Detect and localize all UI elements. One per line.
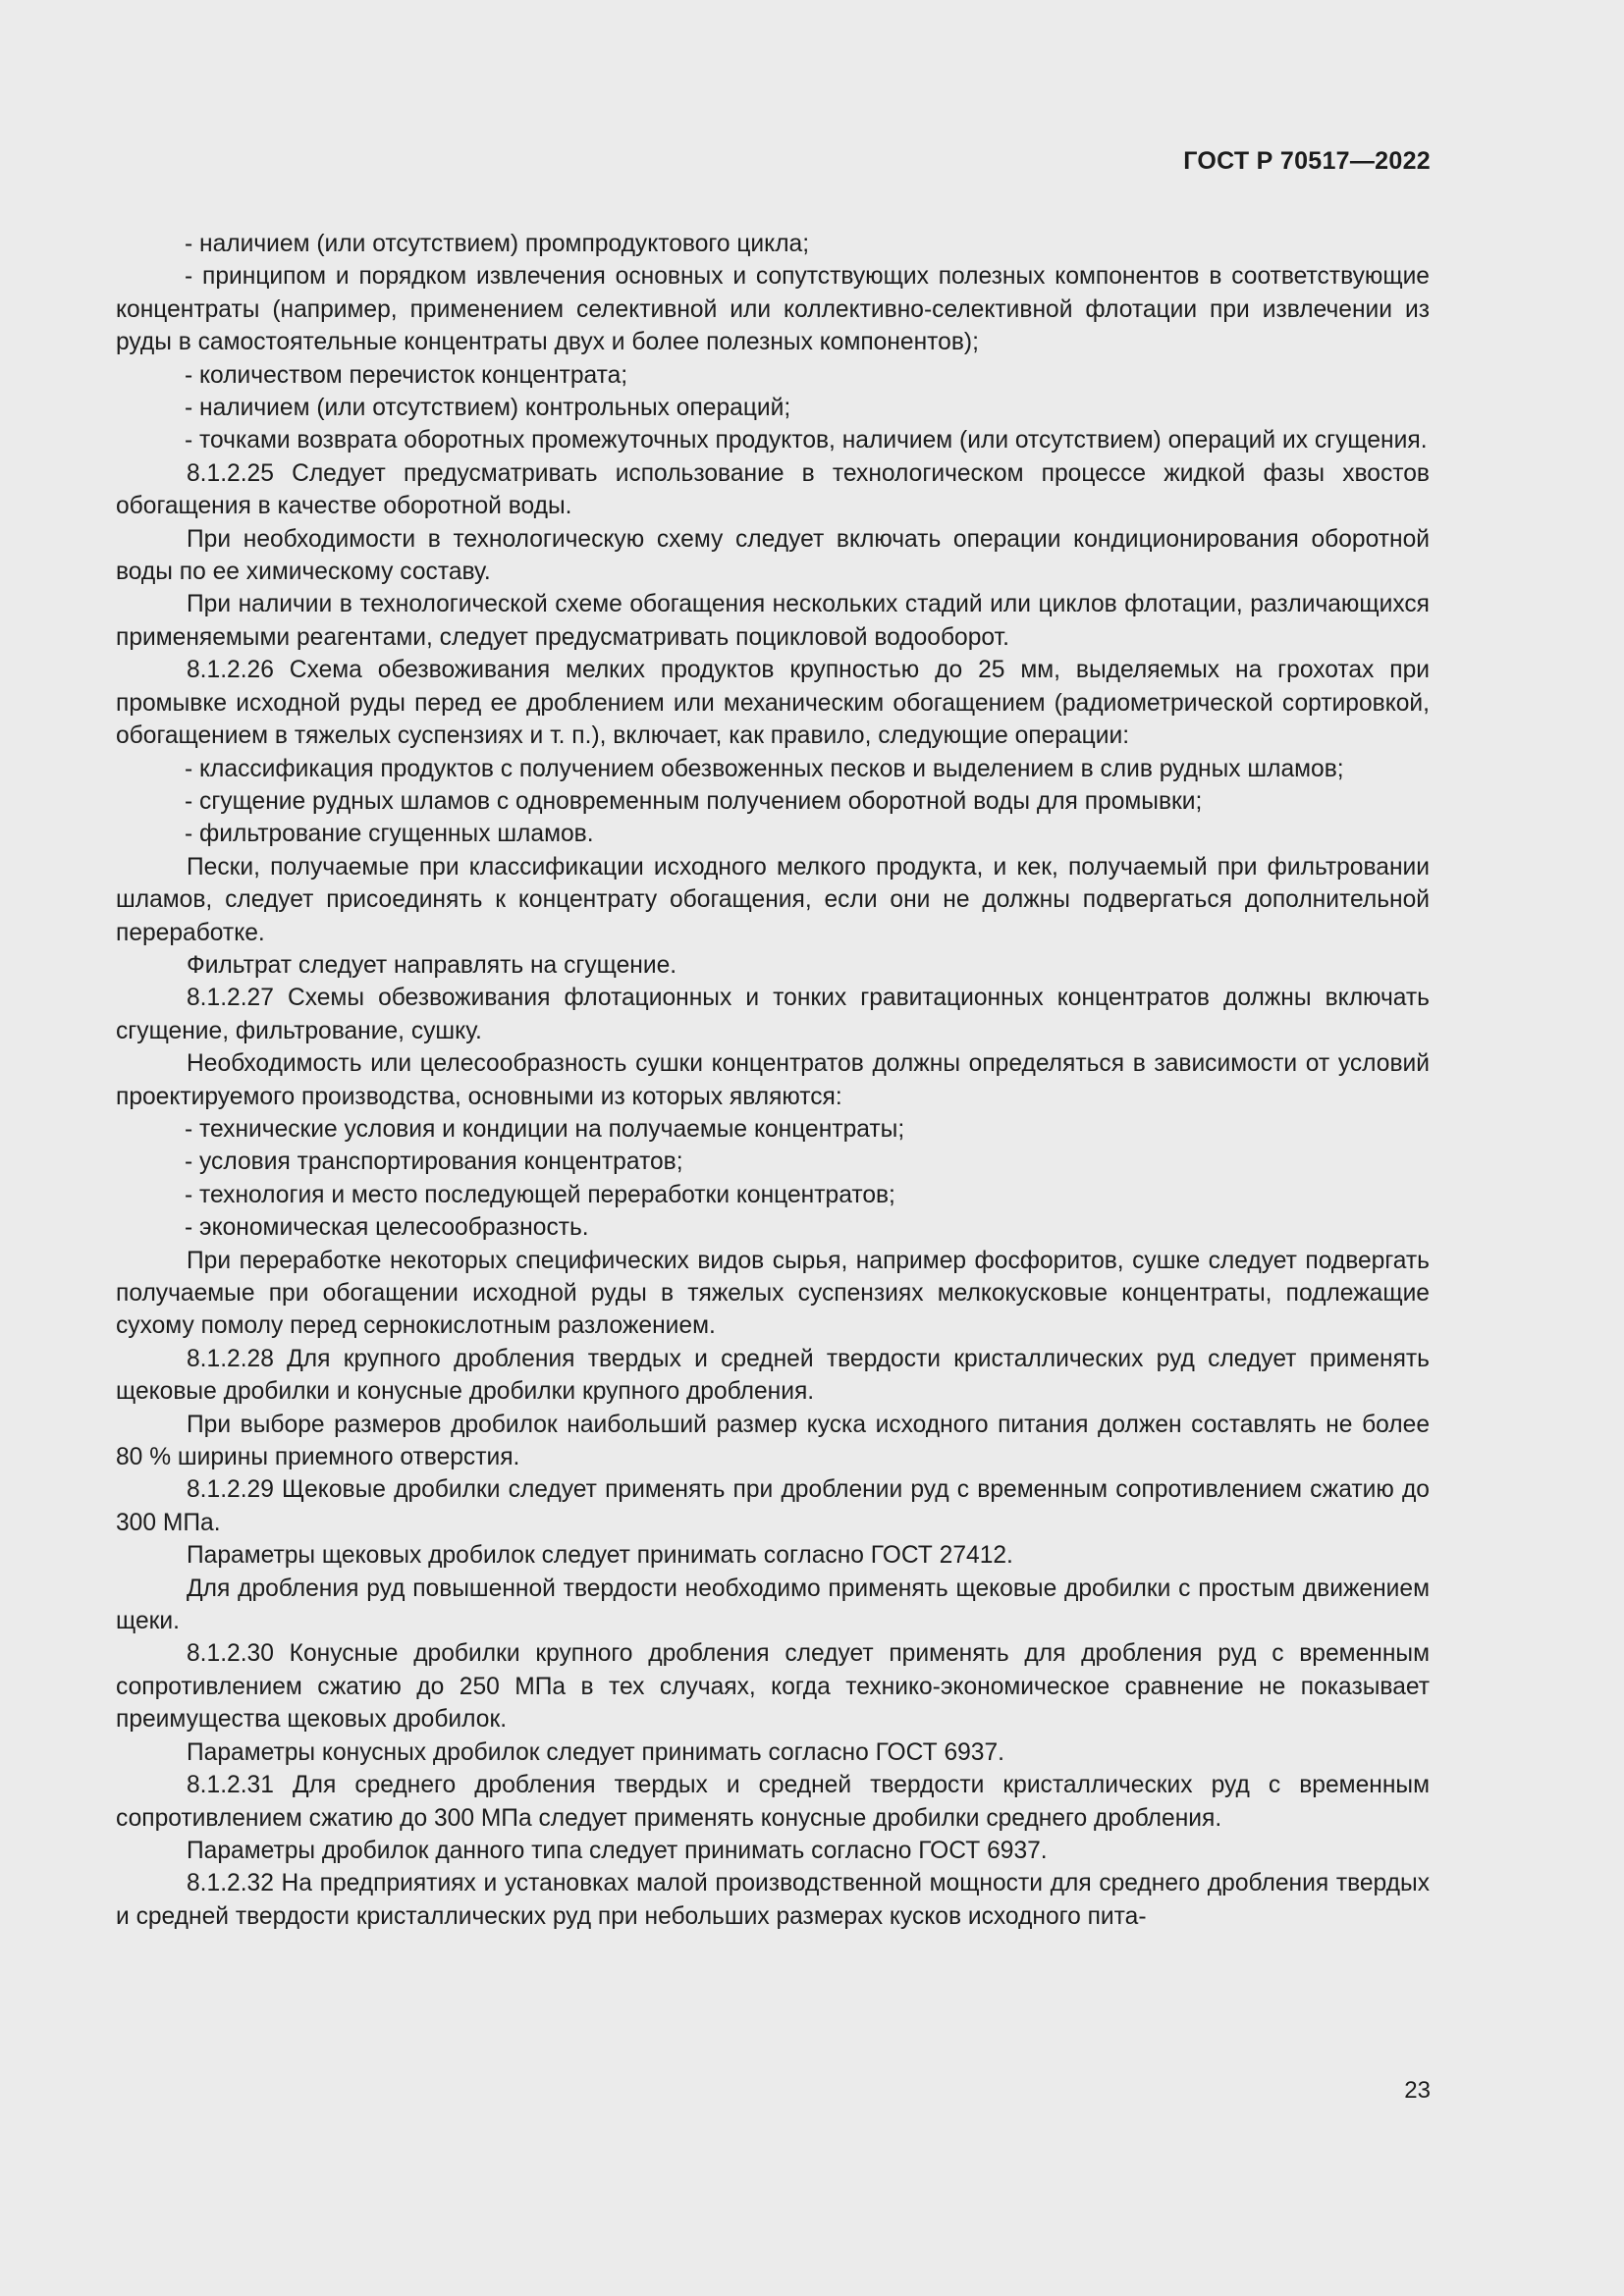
paragraph: Параметры дробилок данного типа следует принимать согласно ГОСТ 6937. — [187, 1837, 1048, 1864]
paragraph: 8.1.2.28 Для крупного дробления твердых и средней твердости кристаллических руд следует применять щековые дробилки и конусные дробилки крупного дробления. — [116, 1345, 1430, 1406]
paragraph: При необходимости в технологическую схему следует включать операции кондиционирования оборотной воды по ее химическому составу. — [116, 525, 1430, 586]
paragraph: 8.1.2.31 Для среднего дробления твердых и средней твердости кристаллических руд с временным сопротивлением сжатию до 300 МПа следует применять конусные дробилки среднего дробления. — [116, 1772, 1430, 1832]
list-item: - классификация продуктов с получением обезвоженных песков и выделением в слив рудных шламов; — [185, 755, 1344, 782]
paragraph: При переработке некоторых специфических видов сырья, например фосфоритов, сушке следует подвергать получаемые при обогащении исходной руды в тяжелых суспензиях мелкокусковые концентраты, подлежащие сухому помолу перед сернокислотным разложением. — [116, 1247, 1430, 1340]
paragraph: 8.1.2.27 Схемы обезвоживания флотационных и тонких гравитационных концентратов должны включать сгущение, фильтрование, сушку. — [116, 985, 1430, 1044]
paragraph: 8.1.2.29 Щековые дробилки следует применять при дроблении руд с временным сопротивлением сжатию до 300 МПа. — [116, 1476, 1430, 1536]
list-item: - технические условия и кондиции на получаемые концентраты; — [185, 1115, 905, 1143]
paragraph: 8.1.2.25 Следует предусматривать использование в технологическом процессе жидкой фазы хвостов обогащения в качестве оборотной воды. — [116, 459, 1430, 520]
list-item: - экономическая целесообразность. — [185, 1214, 589, 1242]
paragraph: Параметры щековых дробилок следует принимать согласно ГОСТ 27412. — [187, 1542, 1013, 1570]
list-item: - количеством перечисток концентрата; — [185, 361, 628, 389]
paragraph: При выборе размеров дробилок наибольший размер куска исходного питания должен составлять не более 80 % ширины приемного отверстия. — [116, 1411, 1430, 1471]
list-item: - технология и место последующей переработки концентратов; — [185, 1181, 895, 1208]
paragraph: Фильтрат следует направлять на сгущение. — [187, 951, 677, 979]
paragraph: 8.1.2.26 Схема обезвоживания мелких продуктов крупностью до 25 мм, выделяемых на грохотах при промывке исходной руды перед ее дроблением или механическим обогащением (радиометрической сортировкой, обогащением в тяжелых суспензиях и т. п.), включает, как правило, следующие операции: — [116, 657, 1430, 750]
document-header-id: ГОСТ Р 70517—2022 — [1183, 147, 1431, 175]
list-item: - условия транспортирования концентратов; — [185, 1148, 683, 1176]
list-item: - наличием (или отсутствием) промпродуктового цикла; — [185, 231, 810, 257]
paragraph: 8.1.2.30 Конусные дробилки крупного дробления следует применять для дробления руд с временным сопротивлением сжатию до 250 МПа в тех случаях, когда технико-экономическое сравнение не показывает преимущества щековых дробилок. — [116, 1640, 1430, 1734]
paragraph: Для дробления руд повышенной твердости необходимо применять щековые дробилки с простым движением щеки. — [116, 1575, 1430, 1635]
document-body — [116, 228, 1430, 1933]
list-item: - точками возврата оборотных промежуточных продуктов, наличием (или отсутствием) операций их сгущения. — [185, 427, 1428, 454]
list-item: - наличием (или отсутствием) контрольных операций; — [185, 395, 791, 422]
paragraph: При наличии в технологической схеме обогащения нескольких стадий или циклов флотации, различающихся применяемыми реагентами, следует предусматривать поцикловой водооборот. — [116, 591, 1430, 651]
page-number: 23 — [1404, 2077, 1431, 2104]
list-item: - принципом и порядком извлечения основных и сопутствующих полезных компонентов в соответствующие концентраты (например, применением селективной или коллективно-селективной флотации при извлечении из руды в самостоятельные концентраты двух и более полезных компонентов); — [116, 263, 1430, 356]
list-item: - фильтрование сгущенных шламов. — [185, 821, 594, 848]
paragraph: Параметры конусных дробилок следует принимать согласно ГОСТ 6937. — [187, 1738, 1004, 1766]
paragraph: Необходимость или целесообразность сушки концентратов должны определяться в зависимости от условий проектируемого производства, основными из которых являются: — [116, 1050, 1430, 1110]
list-item: - сгущение рудных шламов с одновременным получением оборотной воды для промывки; — [185, 787, 1203, 815]
paragraph: 8.1.2.32 На предприятиях и установках малой производственной мощности для среднего дробления твердых и средней твердости кристаллических руд при небольших размерах кусков исходного пита- — [116, 1870, 1430, 1930]
paragraph: Пески, получаемые при классификации исходного мелкого продукта, и кек, получаемый при фильтровании шламов, следует присоединять к концентрату обогащения, если они не должны подвергаться дополнительной переработке. — [116, 853, 1430, 946]
